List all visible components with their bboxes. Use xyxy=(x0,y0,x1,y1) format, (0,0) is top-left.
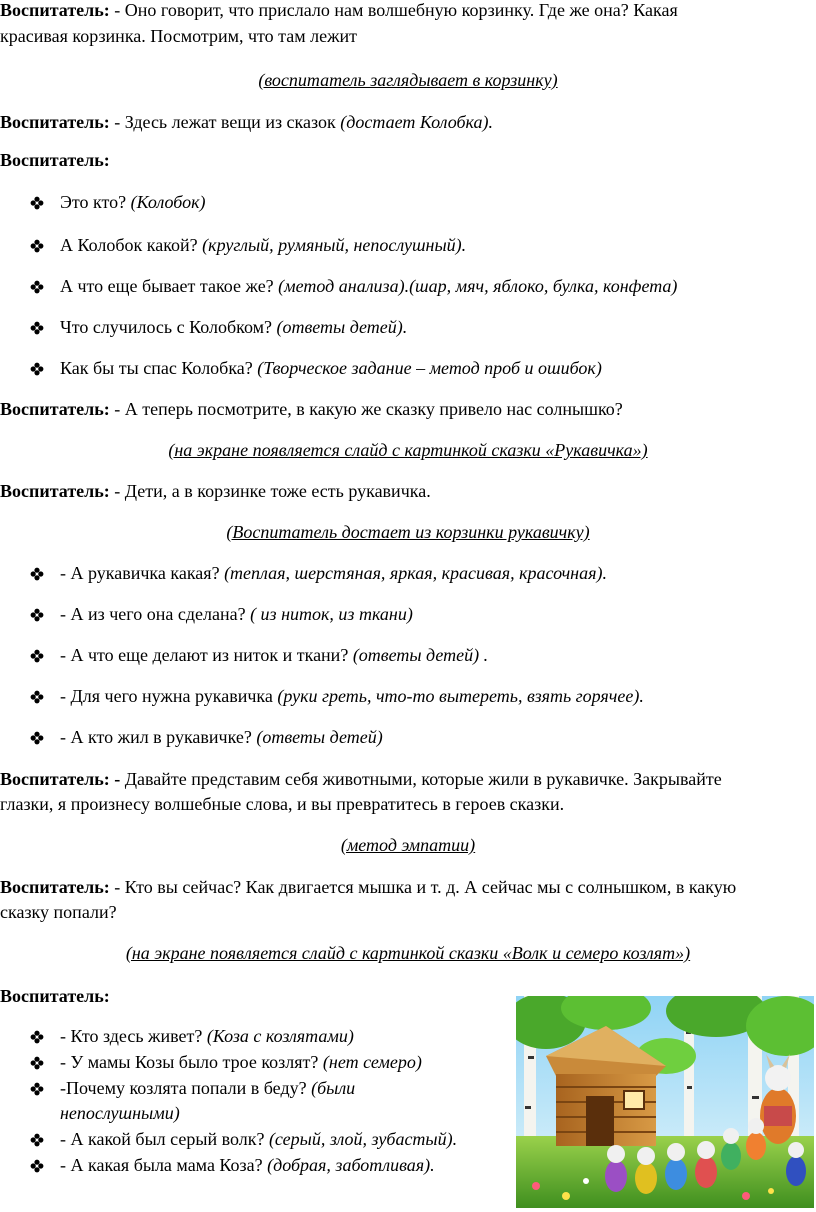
list-item-text xyxy=(60,274,677,298)
list-item-text xyxy=(60,1024,354,1048)
stage-note-4 xyxy=(0,833,816,857)
item-text: - А кто жил в рукавичке? xyxy=(60,727,257,747)
paragraph-text: - Дети, а в корзинке тоже есть рукавичка. xyxy=(109,481,431,501)
paragraph-6-line-2: глазки, я произнесу волшебные слова, и вы превратитесь в героев сказки. xyxy=(0,794,565,814)
item-italic: (добрая, заботливая). xyxy=(267,1155,435,1175)
diamond-bullet-icon xyxy=(30,1127,52,1151)
stage-note-1 xyxy=(0,68,816,92)
item-italic: ( из ниток, из ткани) xyxy=(250,604,413,624)
item-italic: (метод анализа).(шар, мяч, яблоко, булка, конфета) xyxy=(278,276,678,296)
list-item-text xyxy=(60,643,488,667)
item-italic: (круглый, румяный, непослушный). xyxy=(202,235,467,255)
diamond-bullet-icon xyxy=(30,561,52,585)
paragraph-italic: (достает Колобка). xyxy=(340,112,493,132)
item-text: - А что еще делают из ниток и ткани? xyxy=(60,645,353,665)
speaker-label: Воспитатель: xyxy=(0,986,110,1006)
list-item-text xyxy=(60,1153,435,1177)
speaker-label: Воспитатель: xyxy=(0,150,110,170)
note-text: (на экране появляется слайд с картинкой сказки «Рукавичка») xyxy=(168,440,648,460)
stage-note-3 xyxy=(0,520,816,544)
item-text: Что случилось с Колобком? xyxy=(60,317,277,337)
item-text: - А какой был серый волк? xyxy=(60,1129,269,1149)
item-italic: (нет семеро) xyxy=(322,1052,422,1072)
diamond-bullet-icon xyxy=(30,643,52,667)
diamond-bullet-icon xyxy=(30,684,52,708)
list-item-text xyxy=(60,602,413,626)
fairy-tale-illustration-icon xyxy=(516,996,814,1208)
item-italic: (теплая, шерстяная, яркая, красивая, красочная). xyxy=(224,563,607,583)
list-item-text xyxy=(60,1076,355,1100)
item-italic: (Творческое задание – метод проб и ошибок) xyxy=(257,358,602,378)
diamond-bullet-icon xyxy=(30,602,52,626)
list-item-text xyxy=(60,1127,457,1151)
item-text: А Колобок какой? xyxy=(60,235,203,255)
diamond-bullet-icon xyxy=(30,1050,52,1074)
paragraph-text: - Здесь лежат вещи из сказок xyxy=(109,112,341,132)
note-text: (воспитатель заглядывает в корзинку) xyxy=(258,70,558,90)
item-italic: непослушными) xyxy=(60,1103,180,1123)
note-text: (на экране появляется слайд с картинкой сказки «Волк и семеро козлят») xyxy=(125,943,691,963)
item-italic: (серый, злой, зубастый). xyxy=(268,1129,458,1149)
item-text: - У мамы Козы было трое козлят? xyxy=(60,1052,323,1072)
diamond-bullet-icon xyxy=(30,1076,52,1100)
list-item-text-cont xyxy=(60,1101,180,1125)
paragraph-6-line-1 xyxy=(0,767,816,791)
diamond-bullet-icon xyxy=(30,315,52,339)
item-text: Это кто? xyxy=(60,192,131,212)
speaker-label: Воспитатель: xyxy=(0,112,110,132)
list-item-text xyxy=(60,725,383,749)
speaker-label: Воспитатель: xyxy=(0,877,110,897)
paragraph-7-line-2: сказку попали? xyxy=(0,902,117,922)
paragraph-2 xyxy=(0,110,816,134)
diamond-bullet-icon xyxy=(30,1153,52,1177)
diamond-bullet-icon xyxy=(30,190,52,214)
list-item-text xyxy=(60,190,206,214)
diamond-bullet-icon xyxy=(30,356,52,380)
item-text: - А какая была мама Коза? xyxy=(60,1155,268,1175)
item-italic: (ответы детей). xyxy=(276,317,408,337)
paragraph-3 xyxy=(0,148,816,172)
paragraph-text: - А теперь посмотрите, в какую же сказку привело нас солнышко? xyxy=(109,399,623,419)
list-item-text xyxy=(60,561,607,585)
list-item-text xyxy=(60,1050,422,1074)
item-text: - Кто здесь живет? xyxy=(60,1026,207,1046)
diamond-bullet-icon xyxy=(30,725,52,749)
paragraph-1-line-1 xyxy=(0,0,816,22)
item-italic: (Коза с козлятами) xyxy=(206,1026,354,1046)
speaker-label: Воспитатель: xyxy=(0,399,110,419)
item-text: Как бы ты спас Колобка? xyxy=(60,358,258,378)
stage-note-5 xyxy=(0,941,816,965)
list-item-text xyxy=(60,684,644,708)
paragraph-text: Давайте представим себя животными, которые жили в рукавичке. Закрывайте xyxy=(120,769,722,789)
speaker-label: Воспитатель: - xyxy=(0,769,121,789)
diamond-bullet-icon xyxy=(30,274,52,298)
item-text: - А рукавичка какая? xyxy=(60,563,225,583)
item-text: - Для чего нужна рукавичка xyxy=(60,686,278,706)
diamond-bullet-icon xyxy=(30,233,52,257)
paragraph-text: - Кто вы сейчас? Как двигается мышка и т. д. А сейчас мы с солнышком, в какую xyxy=(109,877,737,897)
paragraph-5 xyxy=(0,479,816,503)
diamond-bullet-icon xyxy=(30,1024,52,1048)
fairy-tale-illustration xyxy=(516,996,814,1208)
item-italic: (были xyxy=(311,1078,356,1098)
item-italic: (ответы детей) xyxy=(256,727,383,747)
paragraph-text: - Оно говорит, что прислало нам волшебную корзинку. Где же она? Какая xyxy=(109,0,678,20)
paragraph-7-line-1 xyxy=(0,875,816,899)
item-italic: (ответы детей) . xyxy=(352,645,489,665)
note-text: (Воспитатель достает из корзинки рукавичку) xyxy=(226,522,590,542)
item-text: -Почему козлята попали в беду? xyxy=(60,1078,312,1098)
speaker-label: Воспитатель: xyxy=(0,0,110,20)
item-text: - А из чего она сделана? xyxy=(60,604,251,624)
list-item-text xyxy=(60,356,602,380)
paragraph-4 xyxy=(0,397,816,421)
list-item-text xyxy=(60,233,466,257)
list-item-text xyxy=(60,315,407,339)
note-text: (метод эмпатии) xyxy=(340,835,476,855)
speaker-label: Воспитатель: xyxy=(0,481,110,501)
item-italic: (руки греть, что-то вытереть, взять горячее). xyxy=(277,686,644,706)
item-italic: (Колобок) xyxy=(130,192,206,212)
item-text: А что еще бывает такое же? xyxy=(60,276,279,296)
paragraph-1-line-2: красивая корзинка. Посмотрим, что там лежит xyxy=(0,26,358,46)
stage-note-2 xyxy=(0,438,816,462)
